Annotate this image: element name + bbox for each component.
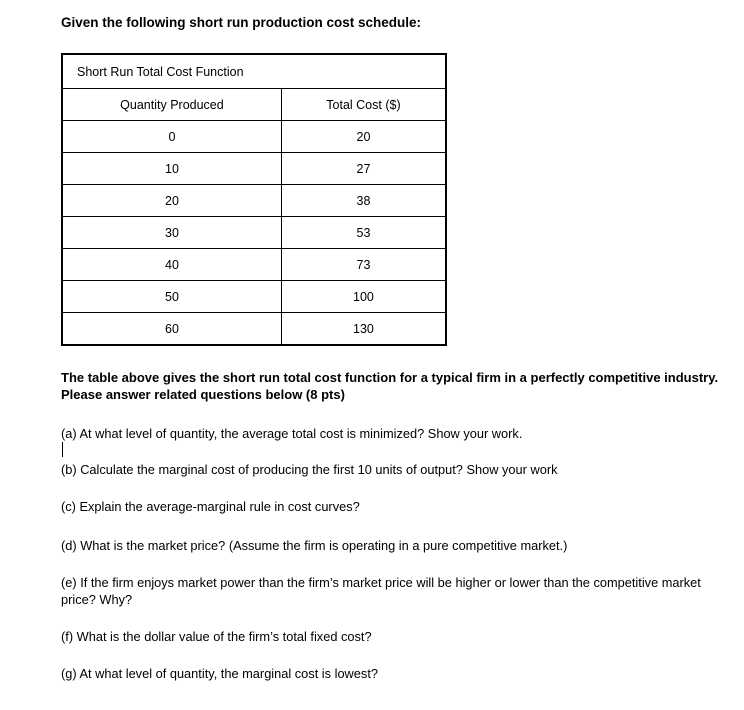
table-row (62, 153, 446, 185)
instructions-text: The table above gives the short run total cost function for a typical firm in a perfectly competitive industry. Please answer related questions below (8 pts) (61, 370, 719, 402)
table-row (62, 217, 446, 249)
quantity-cell: 20 (62, 185, 281, 217)
text-cursor[interactable] (62, 442, 63, 457)
table-header-row (62, 89, 446, 121)
table-row (62, 281, 446, 313)
question-a: (a) At what level of quantity, the average total cost is minimized? Show your work. (61, 426, 523, 441)
quantity-cell: 10 (62, 153, 281, 185)
question-e: (e) If the firm enjoys market power than the firm’s market price will be higher or lower than the competitive market price? Why? (61, 575, 701, 607)
quantity-cell: 0 (62, 121, 281, 153)
question-g: (g) At what level of quantity, the marginal cost is lowest? (61, 666, 378, 681)
table-row (62, 121, 446, 153)
total-cost-cell: 27 (281, 153, 446, 185)
table-row (62, 313, 446, 346)
question-f: (f) What is the dollar value of the firm’s total fixed cost? (61, 629, 372, 644)
question-c: (c) Explain the average-marginal rule in cost curves? (61, 499, 360, 514)
page-heading: Given the following short run production cost schedule: (61, 15, 422, 30)
total-cost-cell: 100 (281, 281, 446, 313)
table-row (62, 185, 446, 217)
column-header-quantity: Quantity Produced (62, 89, 281, 121)
quantity-cell: 40 (62, 249, 281, 281)
question-d: (d) What is the market price? (Assume the firm is operating in a pure competitive market.) (61, 538, 568, 553)
cost-schedule-table (61, 53, 447, 346)
total-cost-cell: 20 (281, 121, 446, 153)
question-b: (b) Calculate the marginal cost of producing the first 10 units of output? Show your work (61, 462, 558, 477)
quantity-cell: 60 (62, 313, 281, 346)
column-header-total-cost: Total Cost ($) (281, 89, 446, 121)
total-cost-cell: 38 (281, 185, 446, 217)
quantity-cell: 50 (62, 281, 281, 313)
total-cost-cell: 73 (281, 249, 446, 281)
table-row (62, 249, 446, 281)
table-title: Short Run Total Cost Function (62, 54, 446, 89)
table-title-row (62, 54, 446, 89)
total-cost-cell: 53 (281, 217, 446, 249)
total-cost-cell: 130 (281, 313, 446, 346)
quantity-cell: 30 (62, 217, 281, 249)
